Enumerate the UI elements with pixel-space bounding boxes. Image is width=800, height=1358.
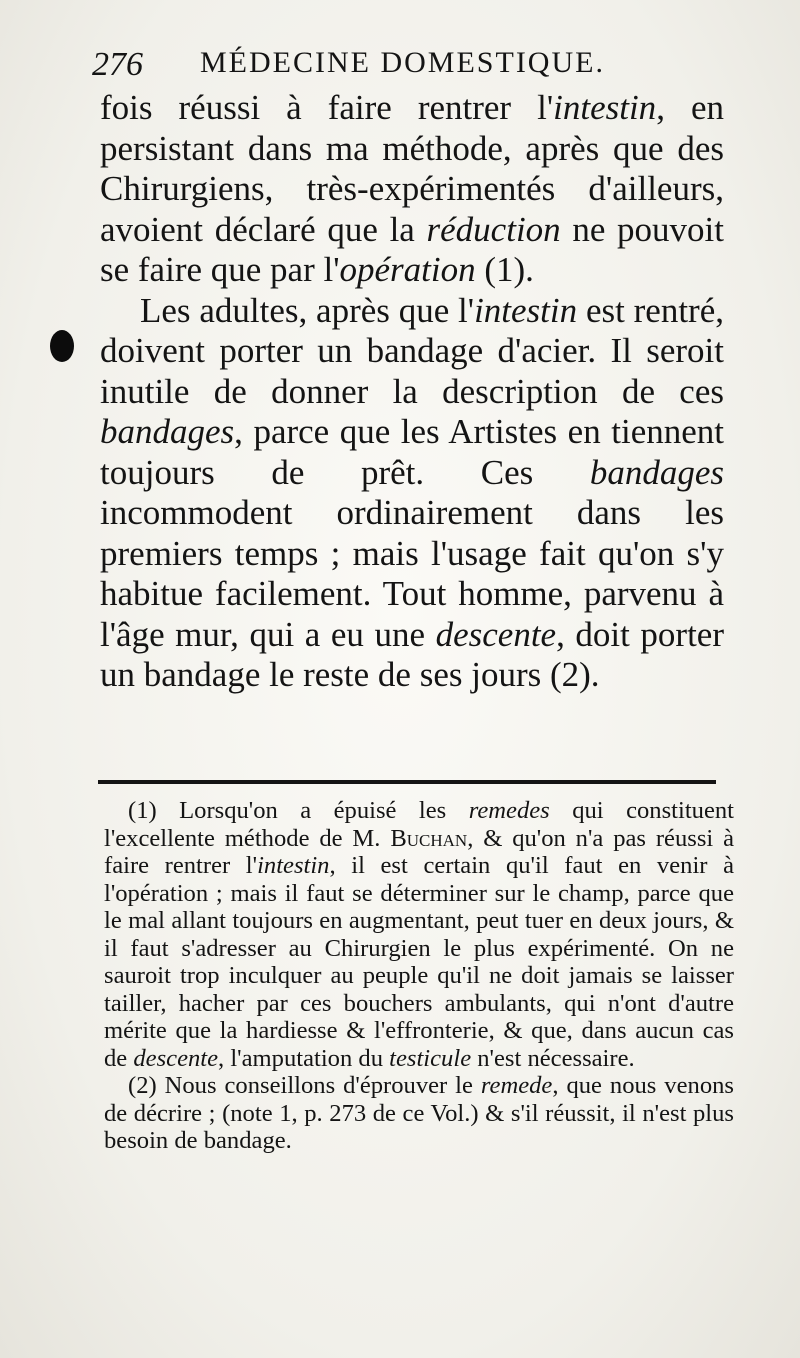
page-header <box>92 42 732 92</box>
footnote-2: (2) Nous conseillons d'éprouver le remede, que nous venons de décrire ; (note 1, p. 273 de ce Vol.) & s'il réussit, il n'est plus besoin de bandage. <box>104 1072 734 1154</box>
running-title: MÉDECINE DOMESTIQUE. <box>200 46 605 79</box>
page-number: 276 <box>92 46 143 83</box>
ink-blot <box>50 330 74 362</box>
paragraph-adults: Les adultes, après que l'intestin est rentré, doivent porter un bandage d'acier. Il seroit inutile de donner la description de ces bandages, parce que les Artistes en tiennent toujours de prêt. Ces bandages incommodent ordinairement dans les premiers temps ; mais l'usage fait qu'on s'y habitue facilement. Tout homme, parvenu à l'âge mur, qui a eu une descente, doit porter un bandage le reste de ses jours (2). <box>100 290 724 694</box>
paragraph-continuation: fois réussi à faire rentrer l'intestin, en persistant dans ma méthode, après que des Chirurgiens, très-expérimentés d'ailleurs, avoient déclaré que la réduction ne pouvoit se faire que par l'opération (1). <box>100 88 724 289</box>
footnote-1: (1) Lorsqu'on a épuisé les remedes qui constituent l'excellente méthode de M. Buchan, & qu'on n'a pas réussi à faire rentrer l'intestin, il est certain qu'il faut en venir à l'opération ; mais il faut se déterminer sur le champ, parce que le mal allant toujours en augmentant, peut tuer en deux jours, & il faut s'adresser au Chirurgien le plus expérimenté. On ne sauroit trop inculquer au peuple qu'il ne doit jamais se laisser tailler, hacher par ces bouchers ambulants, qui n'ont d'autre mérite que la hardiesse & l'effronterie, & que, dans aucun cas de descente, l'amputation du testicule n'est nécessaire. <box>104 797 734 1072</box>
footnote-rule <box>98 780 716 784</box>
main-text <box>100 88 724 696</box>
footnotes <box>104 797 734 1155</box>
